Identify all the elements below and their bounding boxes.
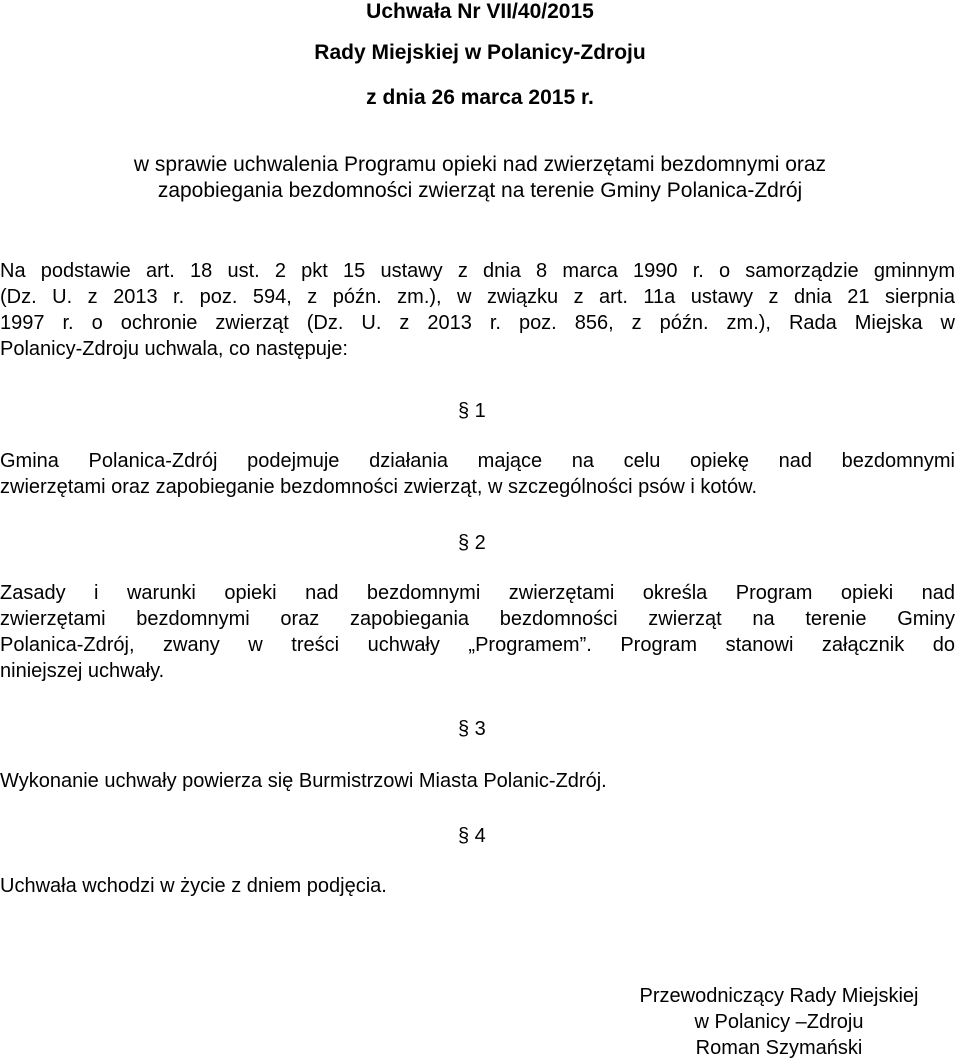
preamble-line: (Dz. U. z 2013 r. poz. 594, z późn. zm.), w związku z art. 11a ustawy z dnia 21 sierpnia	[0, 286, 955, 308]
signature-role: Przewodniczący Rady Miejskiej	[639, 985, 919, 1007]
section-line: Polanica-Zdrój, zwany w treści uchwały „Programem”. Program stanowi załącznik do	[0, 634, 955, 656]
preamble-line: Na podstawie art. 18 ust. 2 pkt 15 ustawy z dnia 8 marca 1990 r. o samorządzie gminnym	[0, 260, 955, 282]
section-3-text: Wykonanie uchwały powierza się Burmistrzowi Miasta Polanic-Zdrój.	[0, 770, 607, 792]
subject-line: zapobiegania bezdomności zwierząt na terenie Gminy Polanica-Zdrój	[157, 179, 803, 202]
section-mark-1: § 1	[458, 400, 486, 422]
section-mark-3: § 3	[458, 718, 486, 740]
section-4-text: Uchwała wchodzi w życie z dniem podjęcia.	[0, 875, 387, 897]
preamble-line: Polanicy-Zdroju uchwala, co następuje:	[0, 338, 348, 360]
resolution-title: Uchwała Nr VII/40/2015	[366, 0, 594, 23]
preamble-line: 1997 r. o ochronie zwierząt (Dz. U. z 2013 r. poz. 856, z późn. zm.), Rada Miejska w	[0, 312, 955, 334]
section-1-text	[0, 448, 955, 500]
section-line: zwierzętami oraz zapobieganie bezdomności zwierząt, w szczególności psów i kotów.	[0, 476, 758, 498]
signature-place: w Polanicy –Zdroju	[694, 1011, 864, 1033]
resolution-subject	[0, 152, 960, 204]
signature-name: Roman Szymański	[695, 1037, 863, 1059]
section-mark-4: § 4	[458, 825, 486, 847]
preamble	[0, 258, 955, 362]
resolution-issuer: Rady Miejskiej w Polanicy-Zdroju	[314, 41, 646, 64]
section-2-text	[0, 580, 955, 684]
section-mark-2: § 2	[458, 532, 486, 554]
section-line: Gmina Polanica-Zdrój podejmuje działania mające na celu opiekę nad bezdomnymi	[0, 450, 955, 472]
section-line: Zasady i warunki opieki nad bezdomnymi zwierzętami określa Program opieki nad	[0, 582, 955, 604]
subject-line: w sprawie uchwalenia Programu opieki nad zwierzętami bezdomnymi oraz	[133, 153, 827, 176]
section-line: zwierzętami bezdomnymi oraz zapobiegania bezdomności zwierząt na terenie Gminy	[0, 608, 955, 630]
section-line: niniejszej uchwały.	[0, 660, 165, 682]
resolution-date: z dnia 26 marca 2015 r.	[366, 86, 594, 109]
signature-block	[614, 983, 944, 1061]
